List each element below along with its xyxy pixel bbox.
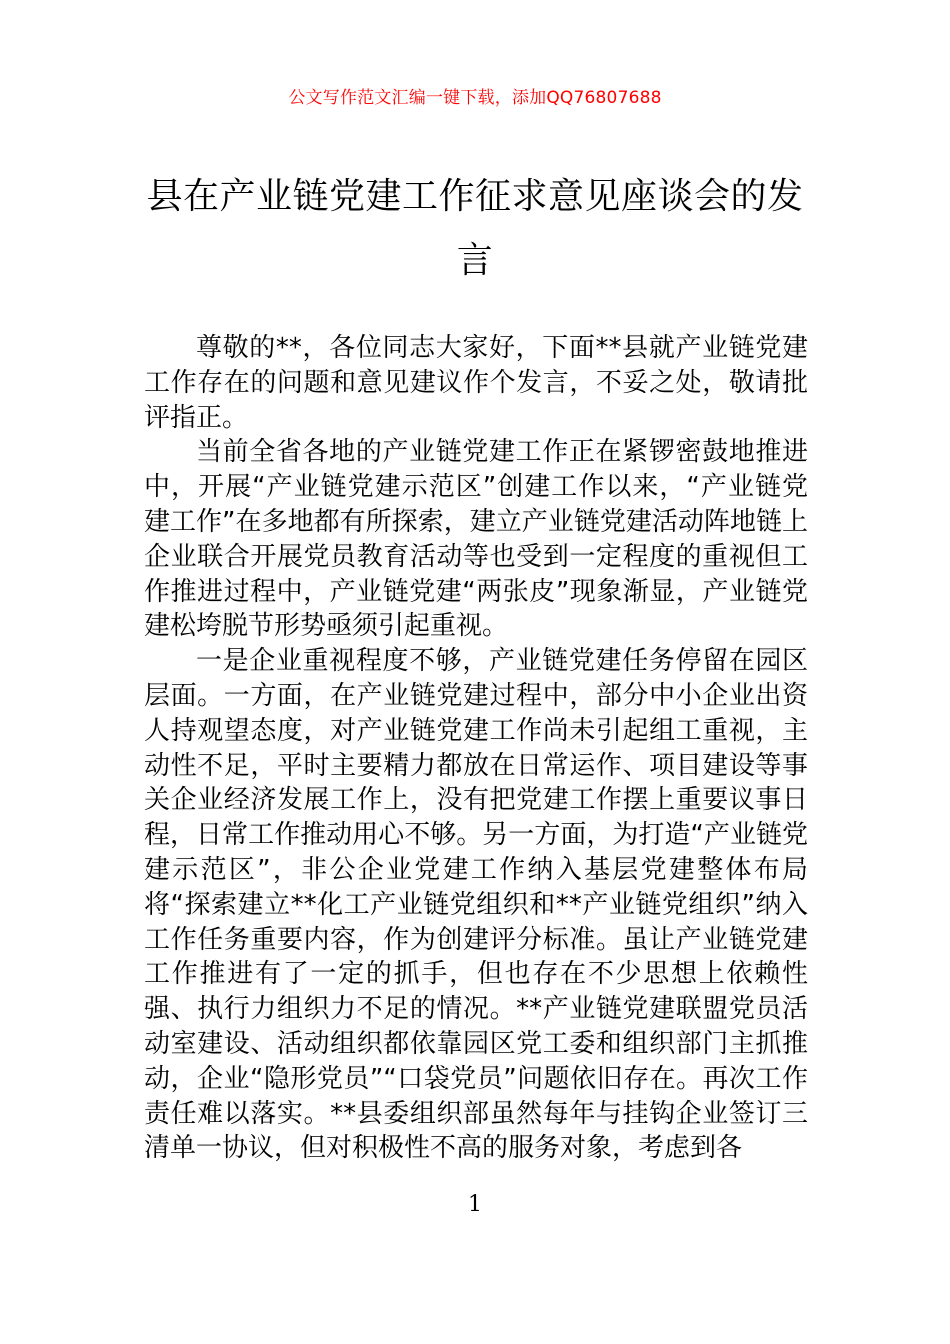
document-body [144,331,808,1166]
page-number: 1 [468,1192,482,1217]
paragraph-greeting: 尊敬的**，各位同志大家好，下面**县就产业链党建工作存在的问题和意见建议作个发言，不妥之处，敬请批评指正。 [144,333,808,433]
paragraph-background: 当前全省各地的产业链党建工作正在紧锣密鼓地推进中，开展“产业链党建示范区”创建工作以来，“产业链党建工作”在多地都有所探索，建立产业链党建活动阵地链上企业联合开展党员教育活动等也受到一定程度的重视但工作推进过程中，产业链党建“两张皮”现象渐显，产业链党建松垮脱节形势亟须引起重视。 [144,437,808,642]
document-title: 县在产业链党建工作征求意见座谈会的发言 [146,176,804,281]
download-notice: 公文写作范文汇编一键下载，添加QQ76807688 [288,88,662,108]
paragraph-issue-one: 一是企业重视程度不够，产业链党建任务停留在园区层面。一方面，在产业链党建过程中，部分中小企业出资人持观望态度，对产业链党建工作尚未引起组工重视，主动性不足，平时主要精力都放在日常运作、项目建设等事关企业经济发展工作上，没有把党建工作摆上重要议事日程，日常工作推动用心不够。另一方面，为打造“产业链党建示范区”，非公企业党建工作纳入基层党建整体布局将“探索建立**化工产业链党组织和**产业链党组织”纳入工作任务重要内容，作为创建评分标准。虽让产业链党建工作推进有了一定的抓手，但也存在不少思想上依赖性强、执行力组织力不足的情况。**产业链党建联盟党员活动室建设、活动组织都依靠园区党工委和组织部门主抓推动，企业“隐形党员”“口袋党员”问题依旧存在。再次工作责任难以落实。**县委组织部虽然每年与挂钩企业签订三清单一协议，但对积极性不高的服务对象，考虑到各 [144,646,808,1164]
